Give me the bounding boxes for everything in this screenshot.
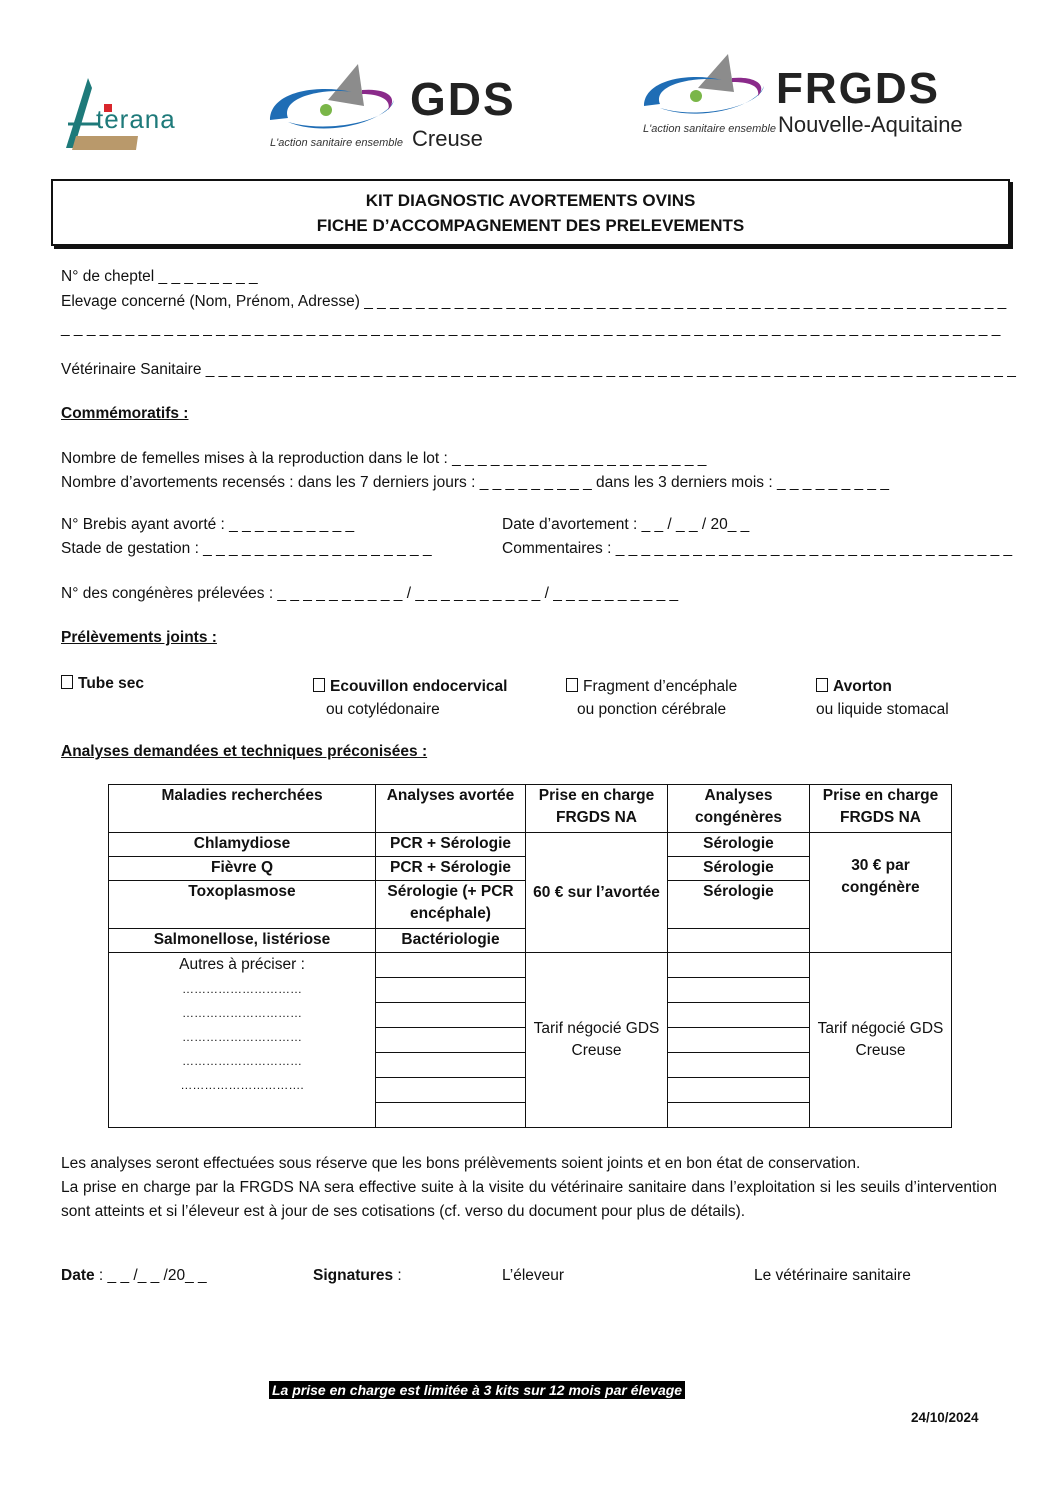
field-stade[interactable]: Stade de gestation : _ _ _ _ _ _ _ _ _ _ _ _ _ _ _ _ _ _ (61, 540, 432, 557)
checkbox-icon[interactable] (61, 675, 73, 689)
terana-logo-text: terana (96, 104, 176, 134)
signatures-label-group (313, 1267, 402, 1285)
header-prise-avortee: Prise en charge FRGDS NA (526, 785, 668, 833)
field-elevage-line2[interactable]: _ _ _ _ _ _ _ _ _ _ _ _ _ _ _ _ _ _ _ _ _ _ _ _ _ _ _ _ _ _ _ _ _ _ _ _ _ _ _ _ _ _ _ _ _ _ _ _ _ _ _ _ _ _ _ _ _ _ _ _ _ _ _ _ _ _ _ _ _ _ _ _ _ (61, 320, 1001, 337)
prelevement-encephale[interactable] (566, 675, 737, 721)
prelevement-sub: ou liquide stomacal (816, 701, 949, 718)
autres-label: Autres à préciser : (179, 956, 305, 973)
cell-autres-congeneres[interactable] (668, 953, 810, 1128)
title-line-1: KIT DIAGNOSTIC AVORTEMENTS OVINS (365, 191, 696, 210)
signatures-label: Signatures (313, 1267, 394, 1284)
frgds-logo-sub: Nouvelle-Aquitaine (778, 112, 963, 137)
autres-dots[interactable]: ………………………… (182, 1030, 302, 1044)
table-row (109, 833, 952, 857)
checkbox-icon[interactable] (313, 678, 325, 692)
signature-date[interactable] (61, 1267, 207, 1285)
cell-congeneres: Sérologie (668, 857, 810, 881)
header-analyses-avortee: Analyses avortée (376, 785, 526, 833)
cell-congeneres: Sérologie (668, 881, 810, 929)
cell-congeneres: Sérologie (668, 833, 810, 857)
field-date-avortement[interactable]: Date d’avortement : _ _ / _ _ / 20_ _ (502, 516, 750, 533)
checkbox-icon[interactable] (816, 678, 828, 692)
cell-congeneres[interactable] (668, 929, 810, 953)
date-value[interactable]: : _ _ /_ _ /20_ _ (94, 1267, 207, 1284)
field-elevage[interactable]: Elevage concerné (Nom, Prénom, Adresse) _ _ _ _ _ _ _ _ _ _ _ _ _ _ _ _ _ _ _ _ _ _ _ _ _ _ _ _ _ _ _ _ _ _ _ _ _ _ _ _ _ _ _ _ _ _ _ _ _ _ (61, 293, 1007, 310)
note-prise-en-charge: La prise en charge par la FRGDS NA sera effective suite à la visite du vétérinaire sanitaire dans l’exploitation si les seuils d’intervention sont atteints et si l’éleveur est à jour de ses cotisations (cf. verso du document pour plus de détails). (61, 1179, 997, 1220)
note-reserve: Les analyses seront effectuées sous réserve que les bons prélèvements soient joints et en bon état de conservation. (61, 1155, 861, 1172)
gds-logo-sub: Creuse (412, 126, 483, 151)
prelevement-label: Ecouvillon endocervical (330, 678, 508, 695)
header-analyses-congeneres: Analyses congénères (668, 785, 810, 833)
prelevement-label: Avorton (833, 678, 892, 695)
signature-eleveur[interactable]: L’éleveur (502, 1267, 565, 1284)
gds-logo-name: GDS (410, 73, 516, 125)
prelevements-heading: Prélèvements joints : (61, 629, 217, 646)
cell-autres-avortee[interactable] (376, 953, 526, 1128)
frgds-logo-mark (640, 52, 770, 122)
cell-prise-avortee: 60 € sur l’avortée (526, 833, 668, 953)
prelevement-tube-sec[interactable] (61, 675, 144, 693)
field-congeneres[interactable]: N° des congénères prélevées : _ _ _ _ _ _ _ _ _ _ / _ _ _ _ _ _ _ _ _ _ / _ _ _ _ _ _ _ _ _ _ (61, 585, 679, 602)
footer-date: 24/10/2024 (911, 1410, 979, 1425)
gds-logo-tagline: L'action sanitaire ensemble (270, 137, 403, 149)
header-prise-congeneres: Prise en charge FRGDS NA (810, 785, 952, 833)
cell-avortee: Sérologie (+ PCR encéphale) (376, 881, 526, 929)
frgds-logo-name: FRGDS (776, 64, 940, 113)
autres-dots[interactable]: ………………………… (182, 1006, 302, 1020)
field-cheptel[interactable]: N° de cheptel _ _ _ _ _ _ _ _ (61, 268, 258, 285)
title-box (51, 179, 1010, 246)
field-avortements[interactable]: Nombre d’avortements recensés : dans les 7 derniers jours : _ _ _ _ _ _ _ _ _ dans les 3 derniers mois : _ _ _ _ _ _ _ _ _ (61, 474, 889, 491)
commemoratifs-heading: Commémoratifs : (61, 405, 189, 422)
cell-maladie: Toxoplasmose (109, 881, 376, 929)
field-veterinaire[interactable]: Vétérinaire Sanitaire _ _ _ _ _ _ _ _ _ _ _ _ _ _ _ _ _ _ _ _ _ _ _ _ _ _ _ _ _ _ _ _ _ _ _ _ _ _ _ _ _ _ _ _ _ _ _ _ _ _ _ _ _ _ _ _ _ _ _ _ _ _ _ (61, 361, 1016, 378)
frgds-logo-tagline: L'action sanitaire ensemble (643, 123, 776, 135)
autres-dots[interactable]: ………………………… (182, 1054, 302, 1068)
prelevement-avorton[interactable] (816, 675, 949, 721)
cell-maladie: Salmonellose, listériose (109, 929, 376, 953)
autres-dots[interactable]: ………………………… (182, 982, 302, 996)
signature-veterinaire[interactable]: Le vétérinaire sanitaire (754, 1267, 911, 1284)
analyses-heading: Analyses demandées et techniques préconisées : (61, 743, 428, 760)
analyses-table (108, 784, 952, 1128)
prelevement-label: Fragment d’encéphale (583, 678, 738, 695)
cell-tarif-congeneres: Tarif négocié GDS Creuse (810, 953, 952, 1128)
gds-logo-mark (266, 62, 401, 137)
cell-maladie: Chlamydiose (109, 833, 376, 857)
prelevement-sub: ou ponction cérébrale (577, 701, 727, 718)
cell-avortee: PCR + Sérologie (376, 833, 526, 857)
header-maladies: Maladies recherchées (109, 785, 376, 833)
checkbox-icon[interactable] (566, 678, 578, 692)
title-line-2: FICHE D’ACCOMPAGNEMENT DES PRELEVEMENTS (316, 216, 745, 235)
table-header-row (109, 785, 952, 833)
prelevement-label: Tube sec (78, 675, 145, 692)
signatures-colon: : (393, 1267, 402, 1284)
table-row-autres (109, 953, 952, 1128)
footer-banner: La prise en charge est limitée à 3 kits sur 12 mois par élevage (269, 1381, 685, 1399)
field-brebis[interactable]: N° Brebis ayant avorté : _ _ _ _ _ _ _ _ _ _ (61, 516, 355, 533)
cell-autres[interactable] (109, 953, 376, 1128)
date-label: Date (61, 1267, 95, 1284)
cell-tarif-avortee: Tarif négocié GDS Creuse (526, 953, 668, 1128)
cell-avortee: PCR + Sérologie (376, 857, 526, 881)
cell-maladie: Fièvre Q (109, 857, 376, 881)
autres-dots[interactable]: …………………………. (180, 1078, 304, 1092)
field-commentaires[interactable]: Commentaires : _ _ _ _ _ _ _ _ _ _ _ _ _ _ _ _ _ _ _ _ _ _ _ _ _ _ _ _ _ _ _ (502, 540, 1013, 557)
prelevement-ecouvillon[interactable] (313, 675, 507, 721)
cell-avortee: Bactériologie (376, 929, 526, 953)
field-femelles[interactable]: Nombre de femelles mises à la reproduction dans le lot : _ _ _ _ _ _ _ _ _ _ _ _ _ _ _ _ _ _ _ _ (61, 450, 707, 467)
cell-prise-congeneres: 30 € par congénère (810, 833, 952, 953)
prelevement-sub: ou cotylédonaire (326, 701, 440, 718)
